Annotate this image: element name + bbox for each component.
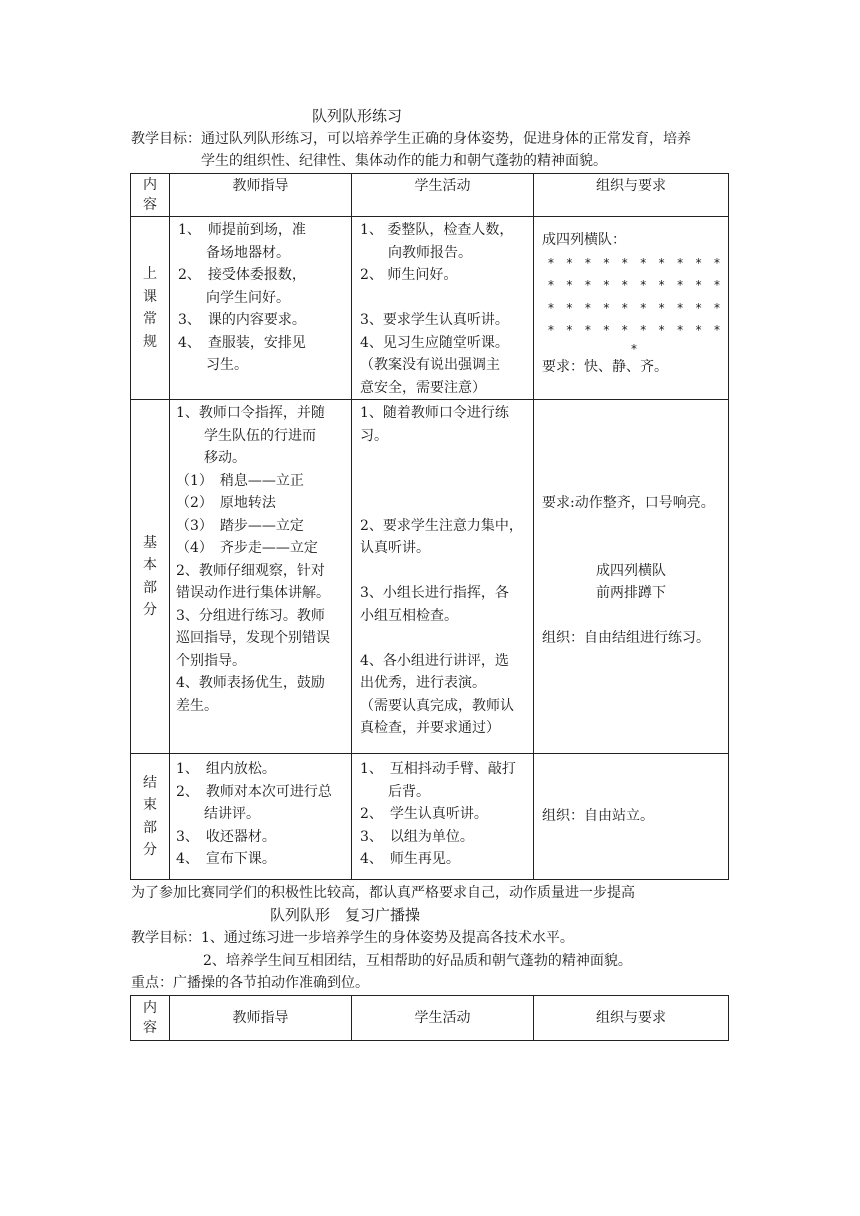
header-teacher: 教师指导 bbox=[170, 996, 352, 1041]
formation-line: 前两排蹲下 bbox=[596, 585, 666, 601]
lesson2-title: 队列队形 复习广播操 bbox=[270, 906, 421, 924]
table-header-row bbox=[131, 174, 729, 217]
requirement: 要求:动作整齐，口号响亮。 bbox=[542, 495, 715, 511]
formation-stars: * * * * * * * * * * bbox=[547, 255, 723, 270]
organization: 组织：自由结组进行练习。 bbox=[542, 630, 710, 646]
key-point: 重点：广播操的各节拍动作准确到位。 bbox=[131, 975, 369, 991]
table-row bbox=[131, 400, 729, 754]
objective-text-line2: 学生的组织性、纪律性、集体动作的能力和朝气蓬勃的精神面貌。 bbox=[201, 153, 607, 169]
objective-label: 教学目标： bbox=[131, 131, 201, 147]
row-category: 基 本 部 分 bbox=[131, 400, 170, 754]
lesson1-table bbox=[130, 173, 729, 880]
row-teacher: 1、 组内放松。 2、 教师对本次可进行总 结讲评。 3、 收还器材。 4、 宣布下课。 bbox=[170, 754, 352, 880]
header-org: 组织与要求 bbox=[534, 174, 729, 217]
formation-stars: * bbox=[630, 341, 640, 356]
objective-text-line1: 通过队列队形练习，可以培养学生正确的身体姿势，促进身体的正常发育，培养 bbox=[201, 131, 691, 147]
row-teacher: 1、教师口令指挥，并随 学生队伍的行进而 移动。 （1） 稍息——立正 （2） 原地转法 （3） 踏步——立定 （4） 齐步走——立定 2、教师仔细观察，针对 错误动作进行集体讲解。 3、分组进行练习。教师 巡回指导，发现个别错误 个别指导。 4、教师表扬优生，鼓励 差生。 bbox=[170, 400, 352, 754]
formation-stars: * * * * * * * * * * bbox=[547, 323, 723, 337]
row-student: 1、随着教师口令进行练 习。 2、要求学生注意力集中， 认真听讲。 3、小组长进行指挥，各 小组互相检查。 4、各小组进行讲评，选 出优秀，进行表演。 （需要认真完成，教师认 真检查，并要求通过） bbox=[352, 400, 534, 754]
table-row bbox=[131, 217, 729, 400]
row-teacher: 1、 师提前到场，准 备场地器材。 2、 接受体委报数， 向学生问好。 3、 课的内容要求。 4、 查服装，安排见 习生。 bbox=[170, 217, 352, 400]
organization: 组织：自由站立。 bbox=[542, 808, 654, 825]
remark: 为了参加比赛同学们的积极性比较高，都认真严格要求自己，动作质量进一步提高 bbox=[131, 885, 635, 901]
header-content: 内 容 bbox=[131, 174, 170, 217]
formation-line: 成四列横队 bbox=[596, 562, 666, 579]
table-row bbox=[131, 754, 729, 880]
row-student: 1、 委整队，检查人数， 向教师报告。 2、 师生问好。 3、要求学生认真听讲。 4、见习生应随堂听课。 （教案没有说出强调主 意安全，需要注意） bbox=[352, 217, 534, 400]
lesson2-table bbox=[130, 995, 729, 1041]
formation-stars: * * * * * * * * * * bbox=[547, 300, 723, 315]
header-org: 组织与要求 bbox=[534, 996, 729, 1041]
row-org bbox=[534, 754, 729, 880]
requirement: 要求：快、静、齐。 bbox=[542, 358, 668, 375]
objective-text-line2: 2、培养学生间互相团结，互相帮助的好品质和朝气蓬勃的精神面貌。 bbox=[203, 953, 632, 969]
formation-stars: * * * * * * * * * * bbox=[547, 278, 723, 292]
row-category: 上 课 常 规 bbox=[131, 217, 170, 400]
objective-text-line1: 1、通过练习进一步培养学生的身体姿势及提高各技术水平。 bbox=[201, 930, 574, 946]
formation-intro: 成四列横队： bbox=[542, 232, 626, 248]
lesson1-title: 队列队形练习 bbox=[312, 107, 403, 125]
row-org bbox=[534, 217, 729, 400]
table-header-row bbox=[131, 996, 729, 1041]
objective-label: 教学目标： bbox=[131, 930, 201, 946]
header-student: 学生活动 bbox=[352, 174, 534, 217]
header-student: 学生活动 bbox=[352, 996, 534, 1041]
row-category: 结 束 部 分 bbox=[131, 754, 170, 880]
lesson1-objective bbox=[131, 128, 691, 150]
row-org bbox=[534, 400, 729, 754]
row-student: 1、 互相抖动手臂、敲打 后背。 2、 学生认真听讲。 3、 以组为单位。 4、 师生再见。 bbox=[352, 754, 534, 880]
header-teacher: 教师指导 bbox=[170, 174, 352, 217]
header-content: 内 容 bbox=[131, 996, 170, 1041]
lesson2-objective bbox=[131, 927, 574, 949]
